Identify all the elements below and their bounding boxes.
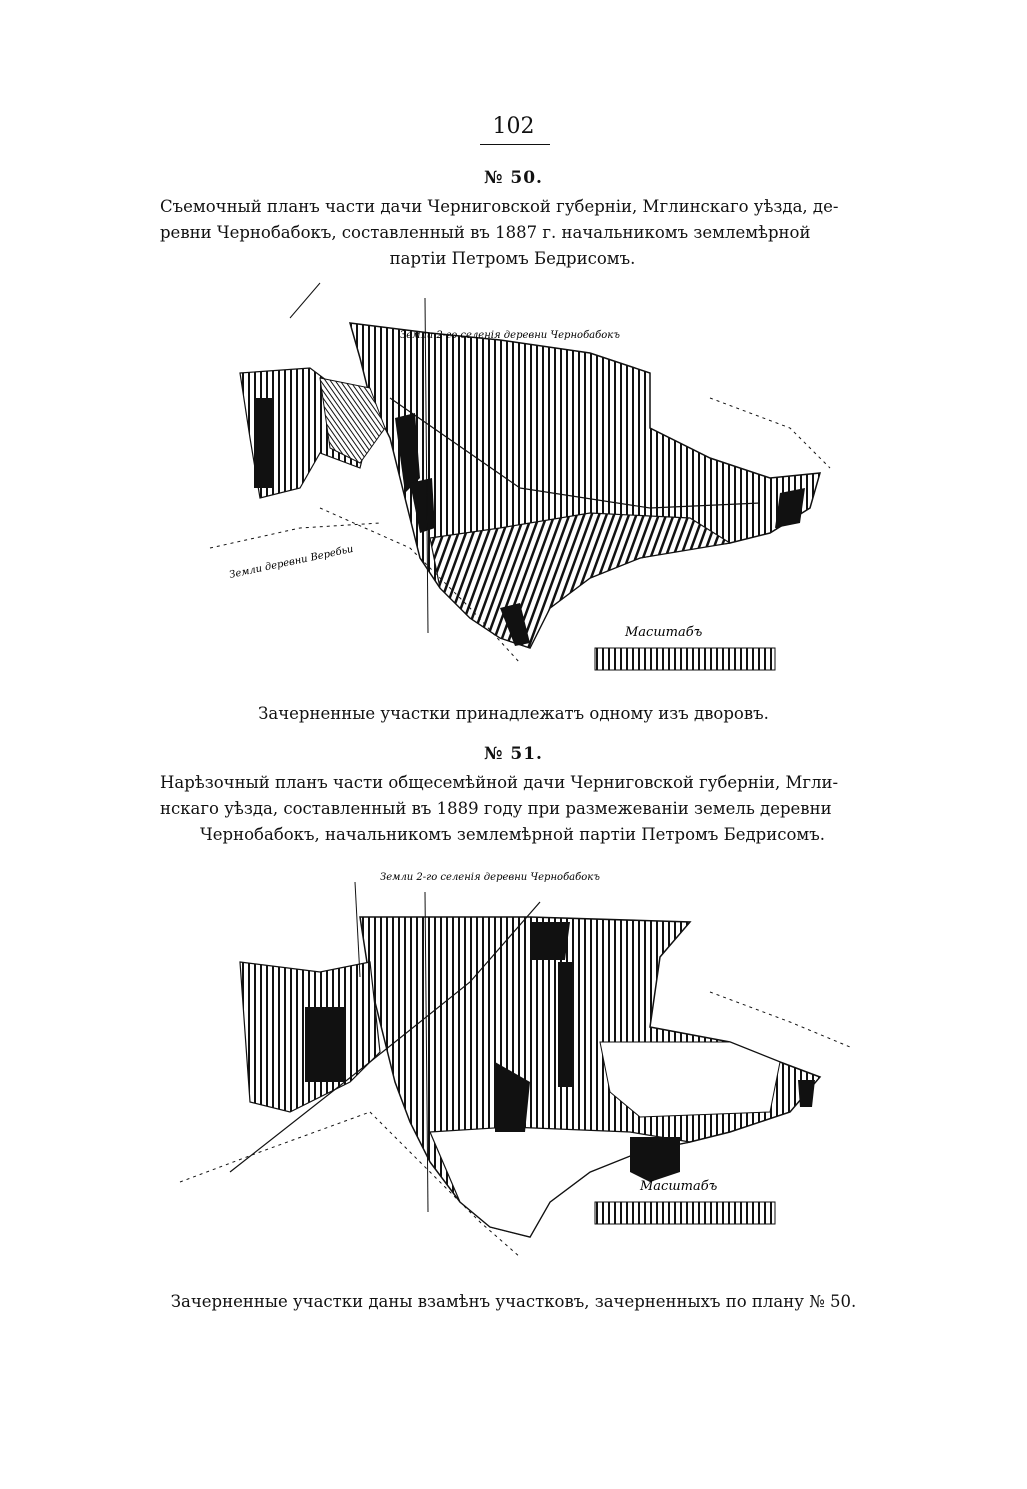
- plan-51-map: [170, 862, 870, 1282]
- plan-50-title-line-3: партіи Петромъ Бедрисомъ.: [389, 249, 636, 268]
- plan-50-map: [170, 278, 870, 688]
- plan-51-title-line-1: Нарѣзочный планъ части общесемѣйной дачи Черниговской губерніи, Мгли-: [160, 773, 839, 792]
- plan-50-title-line-1: Съемочный планъ части дачи Черниговской губерніи, Мглинскаго уѣзда, де-: [160, 197, 839, 216]
- plan-50-note: Зачерненные участки принадлежатъ одному изъ дворовъ.: [258, 704, 769, 723]
- plan-51-title: [160, 770, 865, 848]
- plan-51-scale-label: Масштабъ: [640, 1179, 718, 1194]
- page-number: 102: [492, 114, 535, 139]
- plan-50-top-label: Земли 2-го селенія деревни Чернобабокъ: [400, 330, 620, 341]
- plan-51-title-line-3: Чернобабокъ, начальникомъ землемѣрной партіи Петромъ Бедрисомъ.: [200, 825, 825, 844]
- page-number-rule: [480, 144, 550, 145]
- plan-51-title-line-2: нскаго уѣзда, составленный въ 1889 году при размежеваніи земель деревни: [160, 799, 832, 818]
- plan-51-note: Зачерненные участки даны взамѣнъ участковъ, зачерненныхъ по плану № 50.: [170, 1292, 857, 1311]
- plan-51-number: № 51.: [484, 744, 543, 764]
- plan-50-title: [160, 194, 865, 272]
- plan-51-top-label: Земли 2-го селенія деревни Чернобабокъ: [380, 872, 600, 883]
- plan-50-number: № 50.: [484, 168, 543, 188]
- plan-50-scale-label: Масштабъ: [625, 625, 703, 640]
- plan-50-title-line-2: ревни Чернобабокъ, составленный въ 1887 г. начальникомъ землемѣрной: [160, 223, 811, 242]
- plan-50-left-label: Земли деревни Веребьи: [228, 543, 355, 581]
